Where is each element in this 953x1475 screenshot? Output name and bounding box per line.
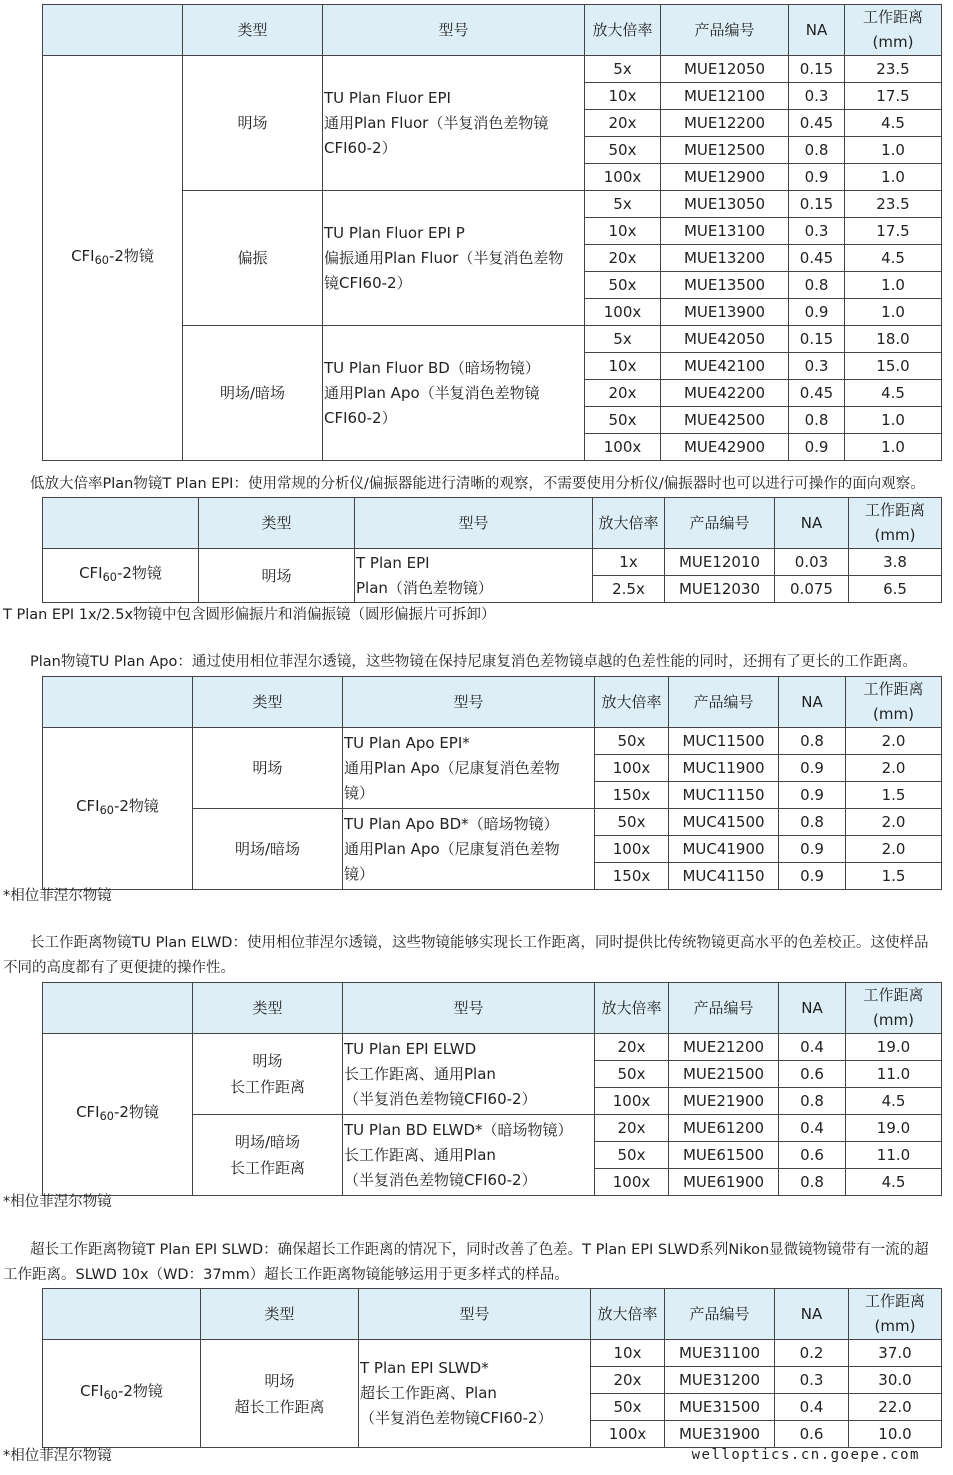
- na-cell: 0.4: [779, 1115, 846, 1142]
- header-row: [43, 1289, 942, 1340]
- wd-cell: 30.0: [849, 1367, 942, 1394]
- na-cell: 0.9: [779, 836, 846, 863]
- header-wd: 工作距离 (mm): [849, 1289, 942, 1340]
- mag-cell: 100x: [591, 1421, 665, 1448]
- wd-cell: 1.0: [845, 272, 942, 299]
- header-model: 型号: [343, 677, 595, 728]
- header-type: 类型: [193, 677, 343, 728]
- type-cell: 明场 超长工作距离: [201, 1340, 359, 1448]
- wd-cell: 23.5: [845, 191, 942, 218]
- wd-cell: 4.5: [846, 1088, 942, 1115]
- series-cell: $CFI_{60}-2$物镜: [43, 1034, 193, 1196]
- code-cell: MUC41500: [669, 809, 779, 836]
- code-cell: MUE42900: [661, 434, 789, 461]
- series-cell: $CFI_{60}-2$物镜: [43, 56, 183, 461]
- type-cell: 明场: [199, 549, 355, 603]
- code-cell: MUE31500: [665, 1394, 775, 1421]
- mag-cell: 10x: [585, 83, 661, 110]
- na-cell: 0.4: [775, 1394, 849, 1421]
- header-type: 类型: [201, 1289, 359, 1340]
- code-cell: MUC11500: [669, 728, 779, 755]
- na-cell: 0.8: [779, 809, 846, 836]
- note-fresnel: *相位菲涅尔物镜: [3, 1194, 112, 1210]
- code-cell: MUE42100: [661, 353, 789, 380]
- wd-cell: 2.0: [846, 728, 942, 755]
- code-cell: MUE61500: [669, 1142, 779, 1169]
- wd-cell: 17.5: [845, 218, 942, 245]
- mag-cell: 10x: [591, 1340, 665, 1367]
- mag-cell: 100x: [585, 299, 661, 326]
- paragraph-slwd: 超长工作距离物镜T Plan EPI SLWD：确保超长工作距离的情况下，同时改善了色差。T Plan EPI SLWD系列Nikon显微镜物镜带有一流的超: [30, 1242, 929, 1258]
- header-model: 型号: [343, 983, 595, 1034]
- table-slwd: [42, 1288, 942, 1448]
- code-cell: MUE12100: [661, 83, 789, 110]
- model-cell: TU Plan Apo BD*（暗场物镜） 通用Plan Apo（尼康复消色差物 镜）: [343, 809, 595, 890]
- model-cell: TU Plan Fluor EPI 通用Plan Fluor（半复消色差物镜 CFI60-2）: [323, 56, 585, 191]
- mag-cell: 150x: [595, 782, 669, 809]
- na-cell: 0.45: [789, 110, 845, 137]
- table-low-mag: [42, 497, 942, 603]
- paragraph-elwd-cont: 不同的高度都有了更便捷的操作性。: [3, 960, 235, 976]
- table-fluor: [42, 4, 942, 461]
- header-row: [43, 5, 942, 56]
- code-cell: MUE12050: [661, 56, 789, 83]
- wd-cell: 37.0: [849, 1340, 942, 1367]
- header-code: 产品编号: [665, 498, 775, 549]
- na-cell: 0.9: [779, 782, 846, 809]
- mag-cell: 100x: [585, 164, 661, 191]
- header-na: NA: [775, 498, 849, 549]
- mag-cell: 10x: [585, 353, 661, 380]
- code-cell: MUE42050: [661, 326, 789, 353]
- model-cell: TU Plan EPI ELWD 长工作距离、通用Plan （半复消色差物镜CFI60-2）: [343, 1034, 595, 1115]
- na-cell: 0.3: [789, 83, 845, 110]
- mag-cell: 50x: [595, 728, 669, 755]
- header-wd: 工作距离 (mm): [846, 983, 942, 1034]
- watermark-text: welloptics.cn.goepe.com: [691, 1447, 920, 1463]
- header-na: NA: [789, 5, 845, 56]
- wd-cell: 17.5: [845, 83, 942, 110]
- wd-cell: 1.0: [845, 299, 942, 326]
- header-model: 型号: [359, 1289, 591, 1340]
- wd-cell: 6.5: [849, 576, 942, 603]
- code-cell: MUE13200: [661, 245, 789, 272]
- wd-cell: 1.0: [845, 434, 942, 461]
- mag-cell: 20x: [585, 380, 661, 407]
- model-cell: T Plan EPI Plan（消色差物镜）: [355, 549, 593, 603]
- note-fresnel: *相位菲涅尔物镜: [3, 888, 112, 904]
- header-blank: [43, 1289, 201, 1340]
- wd-cell: 1.5: [846, 863, 942, 890]
- header-type: 类型: [183, 5, 323, 56]
- code-cell: MUE31200: [665, 1367, 775, 1394]
- wd-cell: 4.5: [845, 110, 942, 137]
- wd-cell: 2.0: [846, 836, 942, 863]
- mag-cell: 100x: [585, 434, 661, 461]
- table-row: [43, 549, 942, 576]
- na-cell: 0.8: [779, 1088, 846, 1115]
- na-cell: 0.3: [789, 353, 845, 380]
- table-row: [43, 56, 942, 83]
- header-na: NA: [775, 1289, 849, 1340]
- model-cell: TU Plan Fluor BD（暗场物镜） 通用Plan Apo（半复消色差物镜 CFI60-2）: [323, 326, 585, 461]
- code-cell: MUE61900: [669, 1169, 779, 1196]
- code-cell: MUE21200: [669, 1034, 779, 1061]
- header-type: 类型: [193, 983, 343, 1034]
- mag-cell: 150x: [595, 863, 669, 890]
- code-cell: MUC41900: [669, 836, 779, 863]
- wd-cell: 4.5: [845, 380, 942, 407]
- table-row: [43, 1034, 942, 1061]
- wd-cell: 23.5: [845, 56, 942, 83]
- type-cell: 明场/暗场 长工作距离: [193, 1115, 343, 1196]
- na-cell: 0.3: [775, 1367, 849, 1394]
- paragraph-low-mag: 低放大倍率Plan物镜T Plan EPI：使用常规的分析仪/偏振器能进行清晰的观察，不需要使用分析仪/偏振器时也可以进行可操作的面向观察。: [30, 476, 925, 492]
- header-code: 产品编号: [669, 677, 779, 728]
- header-mag: 放大倍率: [595, 983, 669, 1034]
- mag-cell: 50x: [595, 1061, 669, 1088]
- header-na: NA: [779, 983, 846, 1034]
- wd-cell: 4.5: [846, 1169, 942, 1196]
- note-fresnel: *相位菲涅尔物镜: [3, 1448, 112, 1464]
- header-wd: 工作距离 (mm): [849, 498, 942, 549]
- header-row: [43, 983, 942, 1034]
- model-cell: TU Plan Fluor EPI P 偏振通用Plan Fluor（半复消色差物 镜CFI60-2）: [323, 191, 585, 326]
- header-code: 产品编号: [665, 1289, 775, 1340]
- header-blank: [43, 5, 183, 56]
- wd-cell: 2.0: [846, 755, 942, 782]
- paragraph-plan-apo: Plan物镜TU Plan Apo：通过使用相位菲涅尔透镜，这些物镜在保持尼康复消色差物镜卓越的色差性能的同时，还拥有了更长的工作距离。: [30, 654, 917, 670]
- mag-cell: 20x: [595, 1115, 669, 1142]
- na-cell: 0.8: [789, 272, 845, 299]
- na-cell: 0.9: [789, 299, 845, 326]
- header-code: 产品编号: [669, 983, 779, 1034]
- header-na: NA: [779, 677, 846, 728]
- na-cell: 0.2: [775, 1340, 849, 1367]
- type-cell: 明场: [193, 728, 343, 809]
- na-cell: 0.9: [779, 755, 846, 782]
- mag-cell: 50x: [585, 407, 661, 434]
- paragraph-slwd-cont: 工作距离。SLWD 10x（WD：37mm）超长工作距离物镜能够运用于更多样式的样品。: [3, 1267, 569, 1283]
- wd-cell: 1.0: [845, 407, 942, 434]
- wd-cell: 3.8: [849, 549, 942, 576]
- mag-cell: 2.5x: [593, 576, 665, 603]
- mag-cell: 100x: [595, 1088, 669, 1115]
- type-cell: 明场/暗场: [193, 809, 343, 890]
- code-cell: MUE12030: [665, 576, 775, 603]
- mag-cell: 100x: [595, 1169, 669, 1196]
- header-model: 型号: [355, 498, 593, 549]
- table-row: [43, 728, 942, 755]
- mag-cell: 20x: [591, 1367, 665, 1394]
- header-mag: 放大倍率: [585, 5, 661, 56]
- mag-cell: 50x: [591, 1394, 665, 1421]
- header-wd: 工作距离 (mm): [845, 5, 942, 56]
- header-wd: 工作距离 (mm): [846, 677, 942, 728]
- na-cell: 0.9: [779, 863, 846, 890]
- code-cell: MUE21500: [669, 1061, 779, 1088]
- na-cell: 0.4: [779, 1034, 846, 1061]
- table-row: [43, 1340, 942, 1367]
- na-cell: 0.45: [789, 245, 845, 272]
- header-blank: [43, 498, 199, 549]
- na-cell: 0.6: [775, 1421, 849, 1448]
- na-cell: 0.15: [789, 191, 845, 218]
- wd-cell: 11.0: [846, 1142, 942, 1169]
- header-code: 产品编号: [661, 5, 789, 56]
- mag-cell: 100x: [595, 755, 669, 782]
- na-cell: 0.8: [789, 137, 845, 164]
- wd-cell: 15.0: [845, 353, 942, 380]
- type-cell: 明场: [183, 56, 323, 191]
- wd-cell: 1.0: [845, 164, 942, 191]
- mag-cell: 5x: [585, 326, 661, 353]
- mag-cell: 50x: [595, 809, 669, 836]
- wd-cell: 4.5: [845, 245, 942, 272]
- code-cell: MUE13100: [661, 218, 789, 245]
- mag-cell: 100x: [595, 836, 669, 863]
- header-mag: 放大倍率: [595, 677, 669, 728]
- na-cell: 0.3: [789, 218, 845, 245]
- code-cell: MUE31100: [665, 1340, 775, 1367]
- header-model: 型号: [323, 5, 585, 56]
- wd-cell: 1.5: [846, 782, 942, 809]
- code-cell: MUE12200: [661, 110, 789, 137]
- na-cell: 0.075: [775, 576, 849, 603]
- wd-cell: 10.0: [849, 1421, 942, 1448]
- header-mag: 放大倍率: [593, 498, 665, 549]
- type-cell: 偏振: [183, 191, 323, 326]
- wd-cell: 19.0: [846, 1034, 942, 1061]
- header-type: 类型: [199, 498, 355, 549]
- table-plan-apo: [42, 676, 942, 890]
- mag-cell: 20x: [595, 1034, 669, 1061]
- model-cell: T Plan EPI SLWD* 超长工作距离、Plan （半复消色差物镜CFI60-2）: [359, 1340, 591, 1448]
- mag-cell: 5x: [585, 56, 661, 83]
- paragraph-elwd: 长工作距离物镜TU Plan ELWD：使用相位菲涅尔透镜，这些物镜能够实现长工作距离，同时提供比传统物镜更高水平的色差校正。这使样品: [30, 935, 929, 951]
- code-cell: MUE12900: [661, 164, 789, 191]
- header-row: [43, 498, 942, 549]
- mag-cell: 5x: [585, 191, 661, 218]
- na-cell: 0.45: [789, 380, 845, 407]
- wd-cell: 2.0: [846, 809, 942, 836]
- na-cell: 0.15: [789, 326, 845, 353]
- mag-cell: 50x: [585, 272, 661, 299]
- na-cell: 0.03: [775, 549, 849, 576]
- na-cell: 0.8: [779, 728, 846, 755]
- code-cell: MUE13500: [661, 272, 789, 299]
- code-cell: MUE13050: [661, 191, 789, 218]
- code-cell: MUE31900: [665, 1421, 775, 1448]
- code-cell: MUE42200: [661, 380, 789, 407]
- code-cell: MUE12500: [661, 137, 789, 164]
- wd-cell: 19.0: [846, 1115, 942, 1142]
- wd-cell: 1.0: [845, 137, 942, 164]
- code-cell: MUC41150: [669, 863, 779, 890]
- header-blank: [43, 677, 193, 728]
- na-cell: 0.8: [779, 1169, 846, 1196]
- type-cell: 明场 长工作距离: [193, 1034, 343, 1115]
- na-cell: 0.9: [789, 164, 845, 191]
- header-mag: 放大倍率: [591, 1289, 665, 1340]
- mag-cell: 1x: [593, 549, 665, 576]
- note-low-mag: T Plan EPI 1x/2.5x物镜中包含圆形偏振片和消偏振镜（圆形偏振片可拆卸）: [3, 607, 496, 623]
- code-cell: MUC11150: [669, 782, 779, 809]
- na-cell: 0.6: [779, 1061, 846, 1088]
- series-cell: $CFI_{60}-2$物镜: [43, 1340, 201, 1448]
- model-cell: TU Plan BD ELWD*（暗场物镜） 长工作距离、通用Plan （半复消色差物镜CFI60-2）: [343, 1115, 595, 1196]
- code-cell: MUE12010: [665, 549, 775, 576]
- mag-cell: 20x: [585, 110, 661, 137]
- na-cell: 0.9: [789, 434, 845, 461]
- mag-cell: 50x: [585, 137, 661, 164]
- code-cell: MUE21900: [669, 1088, 779, 1115]
- series-cell: $CFI_{60}-2$物镜: [43, 549, 199, 603]
- model-cell: TU Plan Apo EPI* 通用Plan Apo（尼康复消色差物 镜）: [343, 728, 595, 809]
- header-row: [43, 677, 942, 728]
- code-cell: MUE61200: [669, 1115, 779, 1142]
- code-cell: MUC11900: [669, 755, 779, 782]
- type-cell: 明场/暗场: [183, 326, 323, 461]
- code-cell: MUE42500: [661, 407, 789, 434]
- code-cell: MUE13900: [661, 299, 789, 326]
- header-blank: [43, 983, 193, 1034]
- na-cell: 0.6: [779, 1142, 846, 1169]
- mag-cell: 20x: [585, 245, 661, 272]
- na-cell: 0.15: [789, 56, 845, 83]
- na-cell: 0.8: [789, 407, 845, 434]
- table-elwd: [42, 982, 942, 1196]
- mag-cell: 50x: [595, 1142, 669, 1169]
- mag-cell: 10x: [585, 218, 661, 245]
- wd-cell: 11.0: [846, 1061, 942, 1088]
- wd-cell: 18.0: [845, 326, 942, 353]
- wd-cell: 22.0: [849, 1394, 942, 1421]
- series-cell: $CFI_{60}-2$物镜: [43, 728, 193, 890]
